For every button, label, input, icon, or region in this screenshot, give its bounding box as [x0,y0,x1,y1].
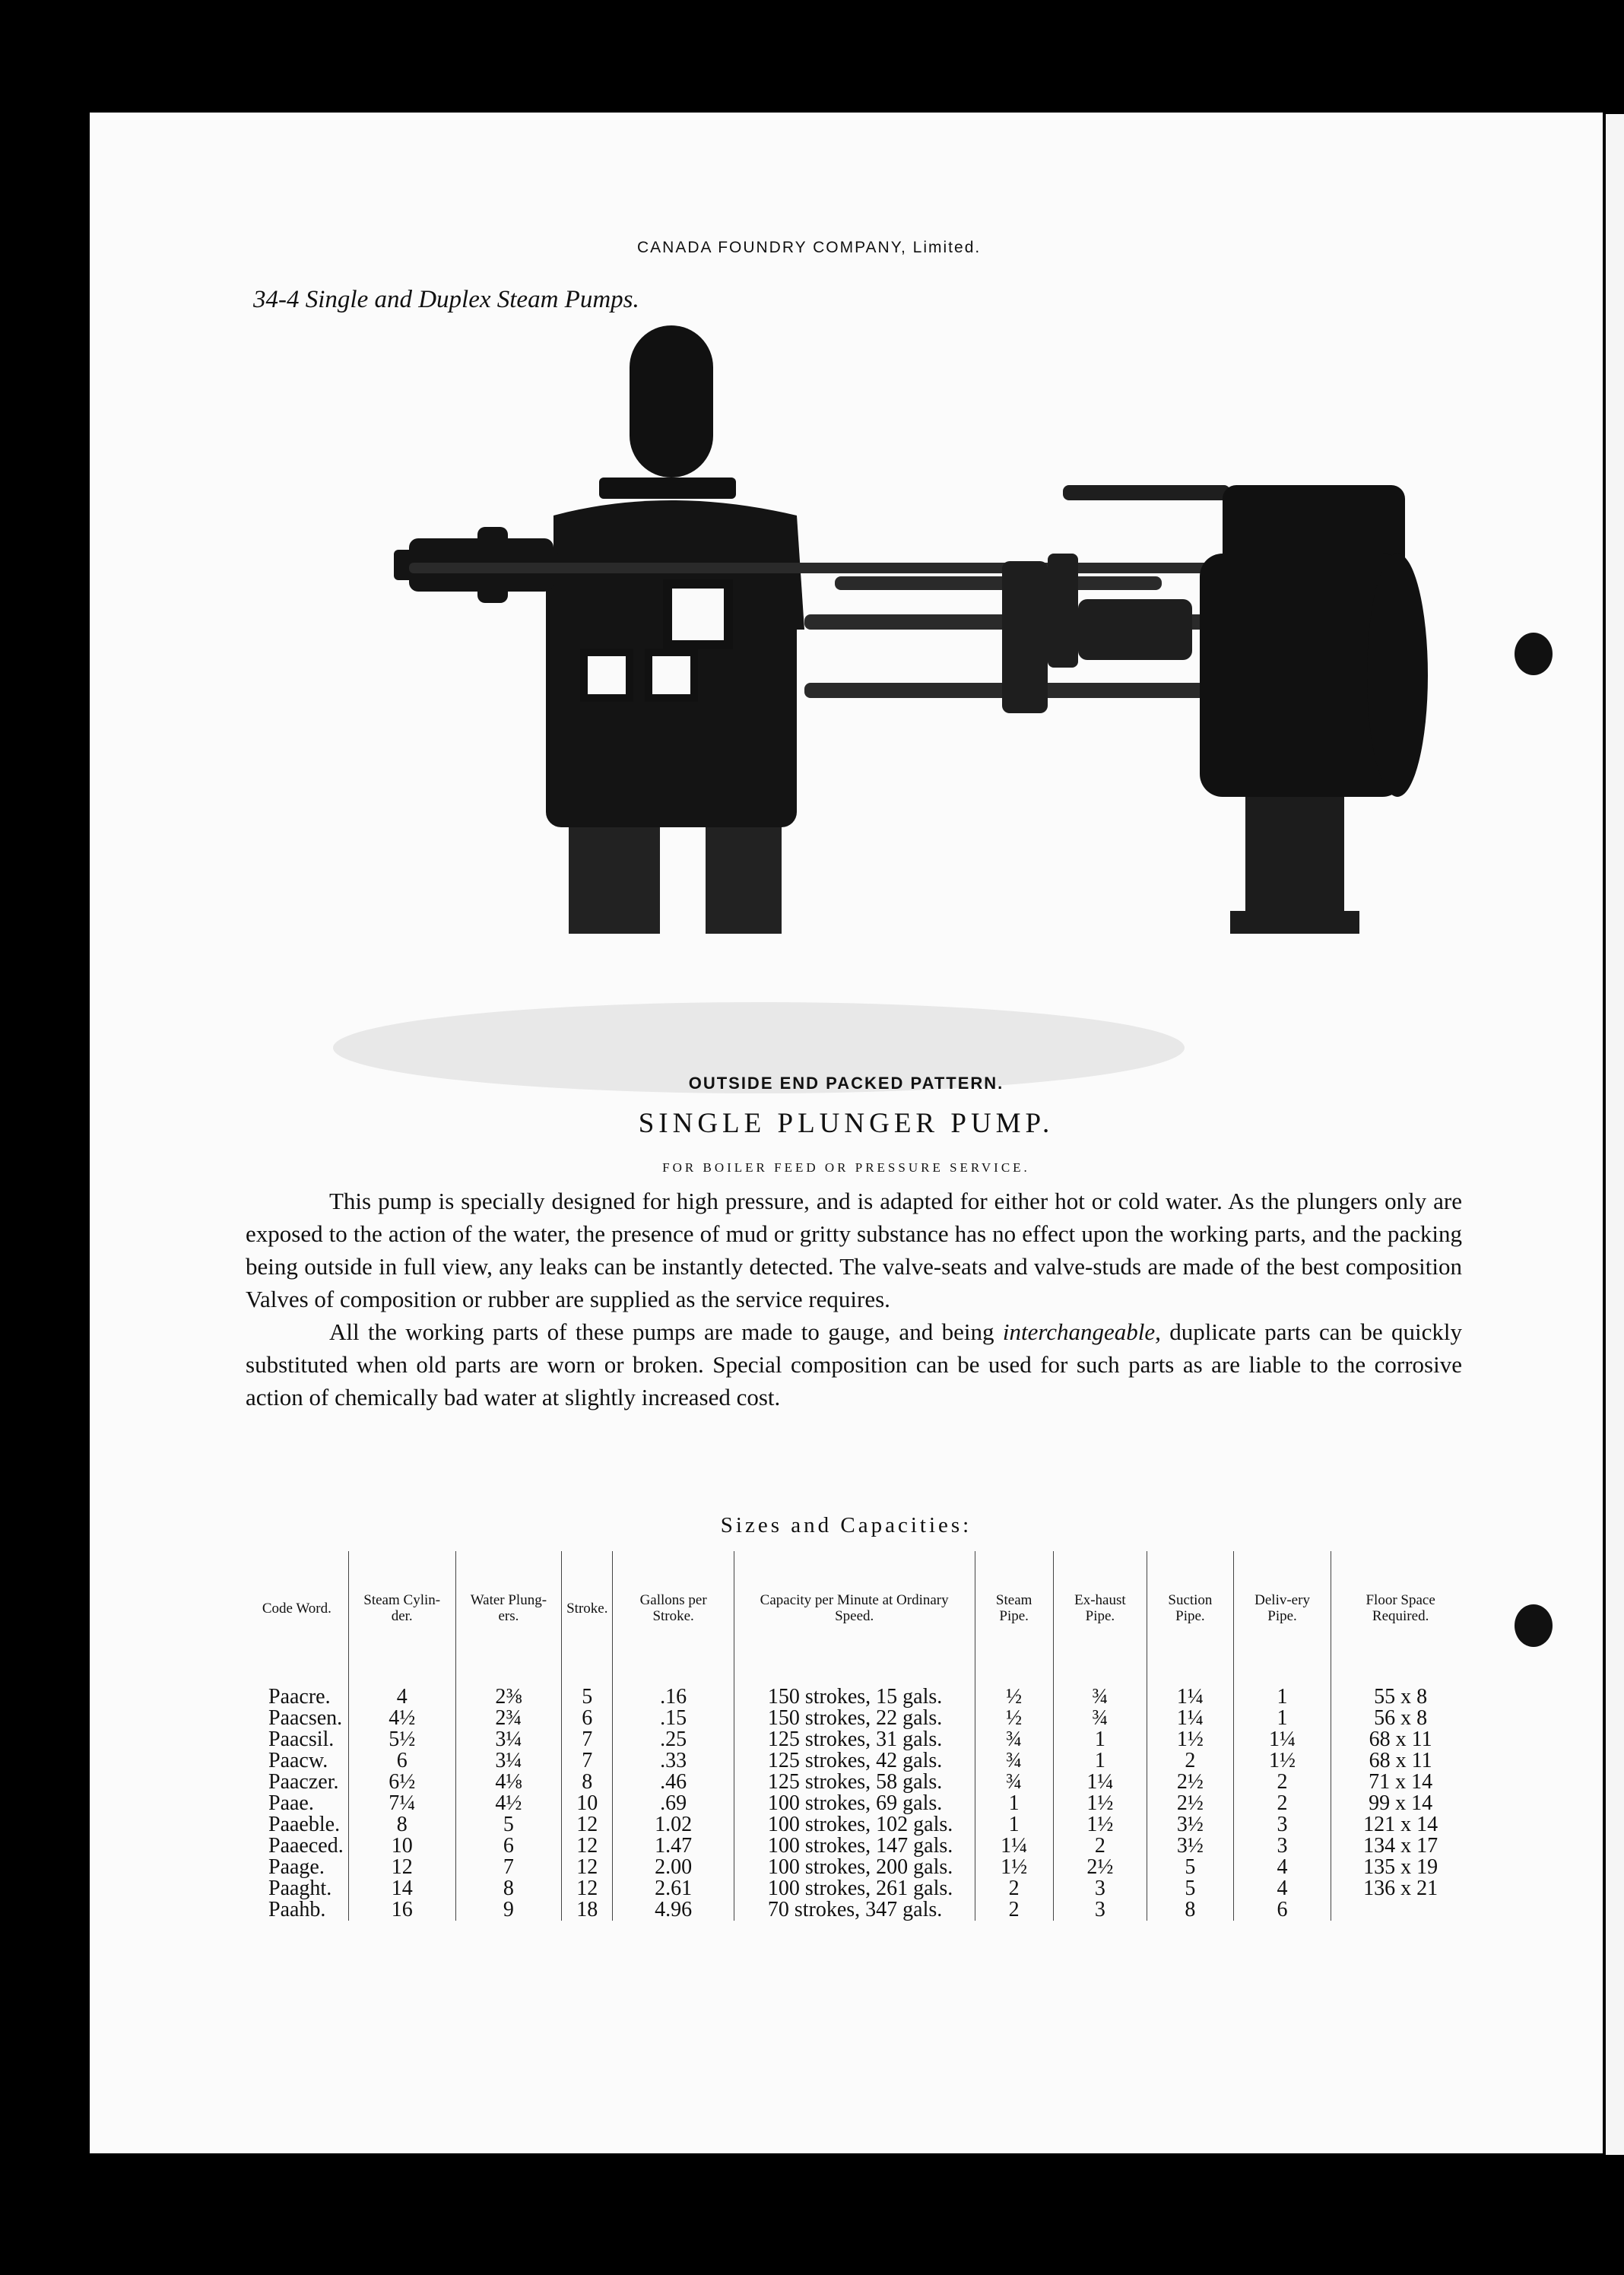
table-cell: 100 strokes, 261 gals. [734,1878,975,1899]
table-cell: 2 [1233,1772,1331,1793]
adjacent-page-edge [1606,114,1624,2155]
table-row [246,1857,1470,1878]
steam-cylinder [1200,485,1428,934]
table-cell: 121 x 14 [1331,1814,1470,1836]
table-cell: 8 [348,1814,455,1836]
table-cell: 100 strokes, 147 gals. [734,1836,975,1857]
table-cell: 2.61 [613,1878,734,1899]
table-cell: 3 [1053,1878,1147,1899]
table-cell: 134 x 17 [1331,1836,1470,1857]
table-cell: Paage. [268,1855,325,1879]
table-body [246,1665,1470,1921]
table-cell: 1½ [975,1857,1053,1878]
table-cell: Paacsil. [268,1728,335,1751]
section-title: 34-4 Single and Duplex Steam Pumps. [253,286,639,313]
table-cell: 4 [348,1665,455,1708]
table-cell: 1½ [1053,1793,1147,1814]
table-cell: 2½ [1053,1857,1147,1878]
table-cell: 125 strokes, 31 gals. [734,1729,975,1750]
table-cell: 2 [975,1899,1053,1921]
table-cell: Paacre. [268,1685,331,1709]
table-row [246,1814,1470,1836]
table-cell: 70 strokes, 347 gals. [734,1899,975,1921]
table-cell: 12 [562,1836,613,1857]
product-title: SINGLE PLUNGER PUMP. [638,1108,1055,1139]
table-cell: 3½ [1147,1814,1233,1836]
description-paragraph-1: This pump is specially designed for high pressure, and is adapted for either hot or cold water. As the plungers only are exposed to the action of the water, the presence of mud or gritty substance has no effect upon the working parts, and the packing being outside in full view, any leaks can be instantly detected. The valve-seats and valve-studs are made of the best composition Valves of composition or rubber are supplied as the service requires. [246,1188,1462,1312]
paragraph-2-start: All the working parts of these pumps are made to gauge, and being [329,1318,1003,1345]
table-cell: ¾ [1053,1708,1147,1729]
table-cell: 2 [975,1878,1053,1899]
table-cell: 3½ [1147,1836,1233,1857]
header-capacity: Capacity per Minute at Ordinary Speed. [734,1551,975,1665]
header-delivery-pipe: Deliv-ery Pipe. [1233,1551,1331,1665]
table-cell: 1 [1053,1750,1147,1772]
table-cell: 100 strokes, 69 gals. [734,1793,975,1814]
table-cell: 10 [562,1793,613,1814]
description-paragraph-2 [246,1315,1462,1414]
table-cell: Paahb. [268,1898,326,1921]
table-cell: 2⅜ [455,1665,561,1708]
table-cell: 1 [975,1814,1053,1836]
table-row [246,1899,1470,1921]
catalog-page [90,113,1603,2153]
valve-gear [1002,485,1230,713]
table-cell: 4½ [455,1793,561,1814]
table-cell: 7 [562,1750,613,1772]
table-cell: Paae. [268,1791,314,1815]
table-cell: 68 x 11 [1331,1750,1470,1772]
table-cell: 4.96 [613,1899,734,1921]
table-title: Sizes and Capacities: [720,1513,972,1537]
table-cell: 1 [1233,1665,1331,1708]
table-cell: 68 x 11 [1331,1729,1470,1750]
table-cell: 136 x 21 [1331,1878,1470,1899]
table-cell: 2.00 [613,1857,734,1878]
table-header-row [246,1551,1470,1665]
table-cell: 4⅛ [455,1772,561,1793]
table-cell: 5½ [348,1729,455,1750]
table-cell: 12 [562,1878,613,1899]
table-cell: 125 strokes, 42 gals. [734,1750,975,1772]
table-cell: ½ [975,1708,1053,1729]
table-cell: 8 [455,1878,561,1899]
table-cell: 14 [348,1878,455,1899]
description [246,1185,1462,1414]
table-cell: 2 [1053,1836,1147,1857]
table-cell: 18 [562,1899,613,1921]
table-cell: ¾ [975,1772,1053,1793]
table-cell: 3 [1233,1814,1331,1836]
table-cell: 7 [562,1729,613,1750]
table-cell: ¾ [1053,1665,1147,1708]
table-row [246,1665,1470,1708]
table-cell: .46 [613,1772,734,1793]
table-cell: 1.02 [613,1814,734,1836]
table-cell: 125 strokes, 58 gals. [734,1772,975,1793]
table-cell: 1¼ [975,1836,1053,1857]
table-cell: 2 [1233,1793,1331,1814]
table-cell: 2¾ [455,1708,561,1729]
table-cell: 6½ [348,1772,455,1793]
table-cell: 1½ [1233,1750,1331,1772]
table-cell: 1 [1233,1708,1331,1729]
table-cell: 7 [455,1857,561,1878]
table-cell: 71 x 14 [1331,1772,1470,1793]
table-cell: 3 [1233,1836,1331,1857]
table-cell [1331,1899,1470,1921]
table-cell: 99 x 14 [1331,1793,1470,1814]
table-cell: 2½ [1147,1772,1233,1793]
table-cell: 4½ [348,1708,455,1729]
table-cell: 100 strokes, 102 gals. [734,1814,975,1836]
table-cell: 56 x 8 [1331,1708,1470,1729]
pump-illustration [303,325,1428,1147]
table-cell: 1¼ [1233,1729,1331,1750]
table-cell: 1 [975,1793,1053,1814]
table-row [246,1878,1470,1899]
emphasis-interchangeable: interchangeable, [1002,1318,1161,1345]
table-cell: .15 [613,1708,734,1729]
figure-caption: OUTSIDE END PACKED PATTERN. [688,1074,1004,1093]
table-cell: 1½ [1053,1814,1147,1836]
table-cell: 2 [1147,1750,1233,1772]
table-cell: 7¼ [348,1793,455,1814]
table-cell: Paaeble. [268,1813,341,1836]
table-cell: 1½ [1147,1729,1233,1750]
table-cell: 150 strokes, 15 gals. [734,1665,975,1708]
table-cell: 3¼ [455,1729,561,1750]
table-cell: .33 [613,1750,734,1772]
table-cell: 8 [1147,1899,1233,1921]
header-code-word: Code Word. [262,1600,331,1617]
table-cell: 12 [562,1814,613,1836]
table-cell: .69 [613,1793,734,1814]
air-chamber [599,325,736,499]
product-subtitle: FOR BOILER FEED OR PRESSURE SERVICE. [662,1160,1030,1175]
table-cell: .25 [613,1729,734,1750]
table-cell: 16 [348,1899,455,1921]
table-cell: Paaeced. [268,1834,344,1858]
table-cell: .16 [613,1665,734,1708]
table-cell: 135 x 19 [1331,1857,1470,1878]
table-row [246,1836,1470,1857]
table-row [246,1793,1470,1814]
header-steam-pipe: Steam Pipe. [975,1551,1053,1665]
table-cell: ¾ [975,1729,1053,1750]
table-cell: 9 [455,1899,561,1921]
table-row [246,1750,1470,1772]
table-cell: 6 [562,1708,613,1729]
table-cell: 3¼ [455,1750,561,1772]
header-stroke: Stroke. [562,1551,613,1665]
table-cell: 1¼ [1053,1772,1147,1793]
table-cell: 5 [1147,1878,1233,1899]
table-cell: 100 strokes, 200 gals. [734,1857,975,1878]
sizes-capacities-table [246,1551,1470,1921]
table-cell: 8 [562,1772,613,1793]
table-cell: 5 [455,1814,561,1836]
table-cell: 4 [1233,1878,1331,1899]
table-cell: 5 [1147,1857,1233,1878]
table-cell: 5 [562,1665,613,1708]
binder-hole-top [1515,633,1553,675]
table-cell: 6 [455,1836,561,1857]
table-cell: ¾ [975,1750,1053,1772]
table-cell: 12 [348,1857,455,1878]
table-cell: 12 [562,1857,613,1878]
header-gallons-per-stroke: Gallons per Stroke. [613,1551,734,1665]
page-header: CANADA FOUNDRY COMPANY, Limited. [637,239,982,256]
table-cell: Paaczer. [268,1770,339,1794]
table-row [246,1729,1470,1750]
table-cell: 6 [1233,1899,1331,1921]
table-cell: 2½ [1147,1793,1233,1814]
table-cell: Paacw. [268,1749,328,1772]
table-row [246,1708,1470,1729]
table-cell: 6 [348,1750,455,1772]
table-cell: 3 [1053,1899,1147,1921]
header-floor-space: Floor Space Required. [1331,1551,1470,1665]
header-steam-cylinder: Steam Cylin-der. [348,1551,455,1665]
header-exhaust-pipe: Ex-haust Pipe. [1053,1551,1147,1665]
table-cell: 4 [1233,1857,1331,1878]
table-cell: 10 [348,1836,455,1857]
binder-hole-bottom [1515,1604,1553,1647]
table-cell: Paaght. [268,1877,332,1900]
table-cell: 150 strokes, 22 gals. [734,1708,975,1729]
header-water-plungers: Water Plung-ers. [455,1551,561,1665]
table-row [246,1772,1470,1793]
table-cell: 1 [1053,1729,1147,1750]
table-cell: 1¼ [1147,1708,1233,1729]
paragraph-2-end: duplicate parts can be quickly substituted when old parts are worn or broken. Special composition can be used for such parts as are liable to the corrosive action of chemically bad water at slightly increased cost. [246,1318,1463,1410]
table-cell: 1¼ [1147,1665,1233,1708]
table-cell: 55 x 8 [1331,1665,1470,1708]
header-suction-pipe: Suction Pipe. [1147,1551,1233,1665]
table-cell: 1.47 [613,1836,734,1857]
table-cell: Paacsen. [268,1706,343,1730]
table-cell: ½ [975,1665,1053,1708]
